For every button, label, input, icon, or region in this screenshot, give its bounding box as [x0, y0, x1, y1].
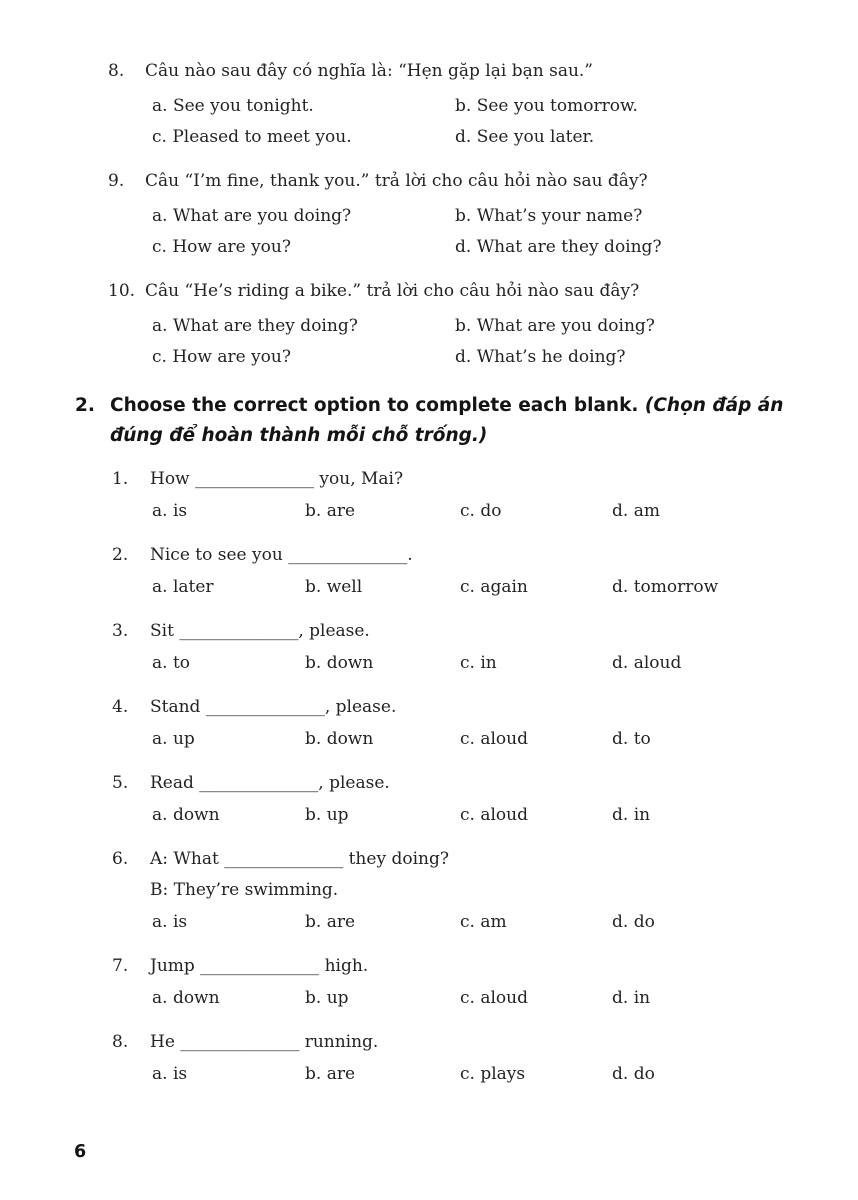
question-line-2	[112, 875, 808, 906]
question-8	[108, 56, 808, 153]
question-line	[108, 166, 808, 197]
question-2	[112, 540, 808, 603]
question-number: 7.	[112, 956, 129, 976]
option-c: c. How are you?	[152, 347, 291, 367]
option-d: d. aloud	[612, 653, 682, 673]
option-d: d. What are they doing?	[455, 237, 662, 257]
option-d: d. am	[612, 501, 660, 521]
option-a: a. up	[152, 729, 195, 749]
question-8	[112, 1027, 808, 1090]
option-b: b. well	[305, 577, 363, 597]
option-c: c. am	[460, 912, 507, 932]
question-1	[112, 464, 808, 527]
options	[152, 982, 808, 1014]
option-c: c. aloud	[460, 988, 528, 1008]
question-line	[108, 276, 808, 307]
question-10	[108, 276, 808, 373]
option-a: a. What are they doing?	[152, 316, 358, 336]
question-number: 8.	[108, 61, 125, 81]
options	[152, 723, 808, 755]
question-number: 6.	[112, 849, 129, 869]
question-line	[112, 540, 808, 571]
option-b: b. up	[305, 805, 349, 825]
question-number: 10.	[108, 281, 136, 301]
option-b: b. up	[305, 988, 349, 1008]
question-5	[112, 768, 808, 831]
options	[152, 495, 808, 527]
question-line	[112, 616, 808, 647]
option-c: c. Pleased to meet you.	[152, 127, 352, 147]
question-prompt: Câu “I’m fine, thank you.” trả lời cho câu hỏi nào sau đây?	[145, 171, 648, 191]
question-line	[112, 844, 808, 875]
option-d: d. tomorrow	[612, 577, 719, 597]
option-a: a. is	[152, 1064, 188, 1084]
question-line	[112, 951, 808, 982]
options	[152, 799, 808, 831]
question-6	[112, 844, 808, 938]
question-line	[108, 56, 808, 87]
question-line	[112, 692, 808, 723]
question-7	[112, 951, 808, 1014]
option-c: c. How are you?	[152, 237, 291, 257]
option-a: a. down	[152, 988, 220, 1008]
option-d: d. See you later.	[455, 127, 595, 147]
section-title-english: Choose the correct option to complete each blank.	[110, 395, 645, 416]
question-prompt: Câu “He’s riding a bike.” trả lời cho câu hỏi nào sau đây?	[145, 281, 640, 301]
question-line	[112, 464, 808, 495]
question-prompt: Read ______________, please.	[150, 773, 390, 793]
option-b: b. What’s your name?	[455, 206, 643, 226]
option-a: a. is	[152, 501, 188, 521]
section-title-vietnamese: (Chọn đáp án đúng để hoàn thành mỗi chỗ trống.)	[110, 395, 784, 446]
option-c: c. again	[460, 577, 528, 597]
option-b: b. are	[305, 912, 356, 932]
question-number: 3.	[112, 621, 129, 641]
option-d: d. do	[612, 1064, 655, 1084]
options	[152, 1058, 808, 1090]
option-c: c. aloud	[460, 805, 528, 825]
page-number: 6	[74, 1142, 87, 1162]
option-a: a. See you tonight.	[152, 96, 314, 116]
option-a: a. is	[152, 912, 188, 932]
question-prompt-2: B: They’re swimming.	[150, 880, 339, 900]
options	[152, 311, 808, 373]
option-a: a. What are you doing?	[152, 206, 352, 226]
option-b: b. are	[305, 1064, 356, 1084]
question-number: 4.	[112, 697, 129, 717]
question-prompt: He ______________ running.	[150, 1032, 379, 1052]
option-a: a. down	[152, 805, 220, 825]
option-a: a. to	[152, 653, 191, 673]
question-line	[112, 1027, 808, 1058]
question-prompt: Jump ______________ high.	[150, 956, 369, 976]
option-c: c. aloud	[460, 729, 528, 749]
question-prompt: Nice to see you ______________.	[150, 545, 413, 565]
option-a: a. later	[152, 577, 214, 597]
question-prompt: Câu nào sau đây có nghĩa là: “Hẹn gặp lại bạn sau.”	[145, 61, 593, 81]
option-d: d. to	[612, 729, 651, 749]
question-prompt: Sit ______________, please.	[150, 621, 370, 641]
options	[152, 201, 808, 263]
option-d: d. do	[612, 912, 655, 932]
question-3	[112, 616, 808, 679]
question-prompt: How ______________ you, Mai?	[150, 469, 404, 489]
question-number: 9.	[108, 171, 125, 191]
question-number: 5.	[112, 773, 129, 793]
section-title	[110, 391, 808, 451]
section-1	[108, 56, 808, 373]
question-prompt: Stand ______________, please.	[150, 697, 397, 717]
question-prompt: A: What ______________ they doing?	[150, 849, 449, 869]
option-c: c. plays	[460, 1064, 526, 1084]
section-2	[112, 464, 808, 1090]
option-d: d. in	[612, 988, 651, 1008]
options	[152, 647, 808, 679]
option-c: c. do	[460, 501, 502, 521]
question-4	[112, 692, 808, 755]
section-2-heading	[75, 391, 808, 451]
question-number: 1.	[112, 469, 129, 489]
option-b: b. What are you doing?	[455, 316, 655, 336]
options	[152, 906, 808, 938]
option-b: b. down	[305, 729, 374, 749]
option-b: b. down	[305, 653, 374, 673]
question-number: 8.	[112, 1032, 129, 1052]
section-number: 2.	[75, 395, 95, 416]
option-d: d. What’s he doing?	[455, 347, 626, 367]
option-d: d. in	[612, 805, 651, 825]
question-9	[108, 166, 808, 263]
options	[152, 571, 808, 603]
option-b: b. See you tomorrow.	[455, 96, 638, 116]
options	[152, 91, 808, 153]
question-number: 2.	[112, 545, 129, 565]
option-c: c. in	[460, 653, 497, 673]
question-line	[112, 768, 808, 799]
option-b: b. are	[305, 501, 356, 521]
